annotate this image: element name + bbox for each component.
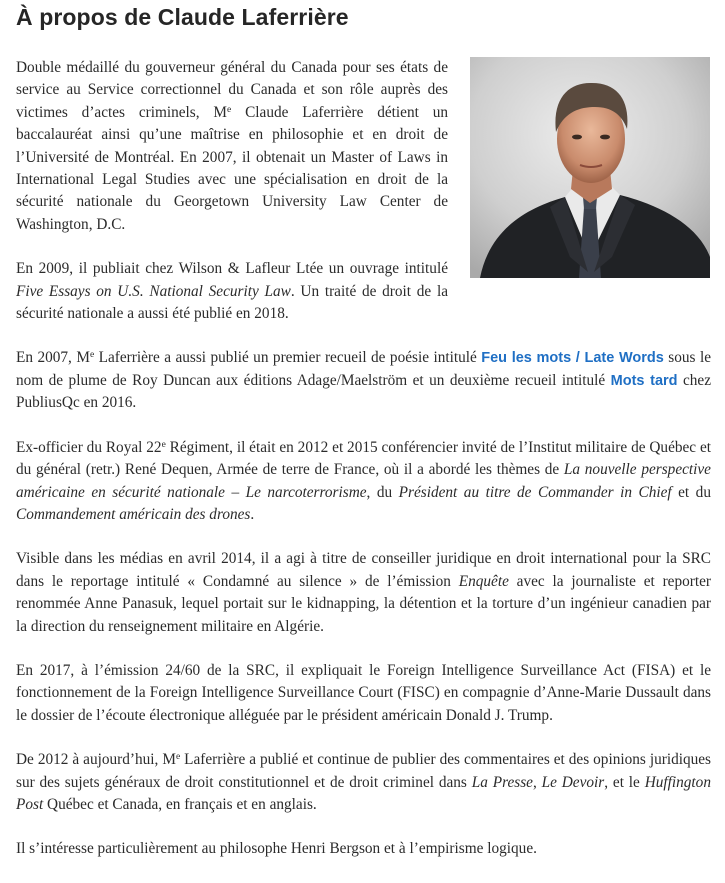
emphasis-text: Enquête bbox=[458, 572, 509, 590]
paragraph-fisa: En 2017, à l’émission 24/60 de la SRC, il expliquait le Foreign Intelligence Surveillance Act (FISA) et le fonctionnement de la Foreign Intelligence Surveillance Court (FISC) en compagnie d’Anne-Marie Dussault dans le dossier de l’écoute électronique alléguée par le président américain Donald J. Trump. bbox=[16, 661, 711, 724]
paragraph-text: Double médaillé du gouverneur général du Canada pour ses états de service au Service correctionnel du Canada et son rôle auprès des victimes d’actes criminels, M bbox=[16, 59, 448, 121]
paragraph-text: , bbox=[532, 773, 542, 791]
paragraph-poetry bbox=[16, 347, 711, 414]
emphasis-text: La nouvelle perspective américaine en sécurité nationale – Le narcoterrorisme bbox=[16, 461, 711, 501]
paragraph-education bbox=[16, 57, 448, 236]
paragraph-text: En 2009, il publiait chez Wilson & Lafleur Ltée un ouvrage intitulé bbox=[16, 260, 448, 278]
superscript: e bbox=[89, 350, 95, 361]
book-title: Five Essays on U.S. National Security Law bbox=[16, 282, 291, 300]
page-title: À propos de Claude Laferrière bbox=[16, 4, 349, 30]
paragraph-text: , et le bbox=[604, 773, 645, 791]
emphasis-text: Huffington Post bbox=[16, 773, 711, 813]
paragraph-text: Ex-officier du Royal 22 bbox=[16, 438, 162, 456]
superscript: e bbox=[227, 104, 232, 115]
paragraph-text: avec la journaliste et reporter renommée Anne Panasuk, lequel portait sur le kidnapping, la détention et la torture d’un ingénieur canadien par la direction du renseignement militaire en Algérie. bbox=[16, 572, 711, 635]
biography-text bbox=[16, 57, 711, 883]
paragraph-text: Visible dans les médias en avril 2014, il a agi à titre de conseiller juridique en droit international pour la SRC dans le reportage intitulé « Condamné au silence » de l’émission bbox=[16, 550, 711, 590]
link-feu-les-mots[interactable]: Feu les mots / Late Words bbox=[481, 350, 664, 367]
paragraph-text: sous le nom de plume de Roy Duncan aux éditions Adage/Maelström et un deuxième recueil intitulé bbox=[16, 349, 711, 389]
paragraph-text: . Un traité de droit de la sécurité nationale a aussi été publié en 2018. bbox=[16, 282, 448, 323]
emphasis-text: La Presse bbox=[471, 773, 533, 791]
superscript: e bbox=[175, 752, 181, 763]
paragraph-text: , du bbox=[366, 483, 399, 501]
emphasis-text: Président au titre de Commander in Chief bbox=[398, 483, 672, 501]
paragraph-text: Claude Laferrière détient un baccalauréat ainsi qu’une maîtrise en philosophie et en droit de l’Université de Montréal. En 2007, il obtenait un Master of Laws in International Legal Studies avec une spécialisation en droit de la sécurité nationale du Georgetown University Law Center de Washington, D.C. bbox=[16, 103, 448, 233]
superscript: e bbox=[161, 439, 166, 450]
paragraph-text: En 2007, M bbox=[16, 349, 90, 367]
paragraph-text: Laferrière a aussi publié un premier recueil de poésie intitulé bbox=[94, 349, 482, 367]
paragraph-publications bbox=[16, 258, 448, 325]
paragraph-opinions bbox=[16, 749, 711, 816]
paragraph-text: Régiment, il était en 2012 et 2015 conférencier invité de l’Institut militaire de Québec et du général (retr.) René Dequen, Armée de terre de France, où il a abordé les thèmes de bbox=[16, 438, 711, 479]
paragraph-text: Laferrière a publié et continue de publier des commentaires et des opinions juridiques sur des sujets généraux de droit constitutionnel et de droit criminel dans bbox=[16, 751, 712, 791]
link-mots-tard[interactable]: Mots tard bbox=[610, 372, 678, 389]
paragraph-text: De 2012 à aujourd’hui, M bbox=[16, 751, 176, 769]
paragraph-text: et du bbox=[671, 483, 711, 501]
emphasis-text: Commandement américain des drones bbox=[16, 505, 251, 523]
emphasis-text: Le Devoir bbox=[541, 773, 605, 791]
paragraph-interests: Il s’intéresse particulièrement au philosophe Henri Bergson et à l’empirisme logique. bbox=[16, 840, 537, 858]
paragraph-text: chez PubliusQc en 2016. bbox=[16, 371, 712, 412]
paragraph-military bbox=[16, 437, 711, 527]
paragraph-text: Québec et Canada, en français et en anglais. bbox=[43, 795, 317, 813]
paragraph-media bbox=[16, 548, 711, 638]
paragraph-text: . bbox=[250, 505, 255, 523]
